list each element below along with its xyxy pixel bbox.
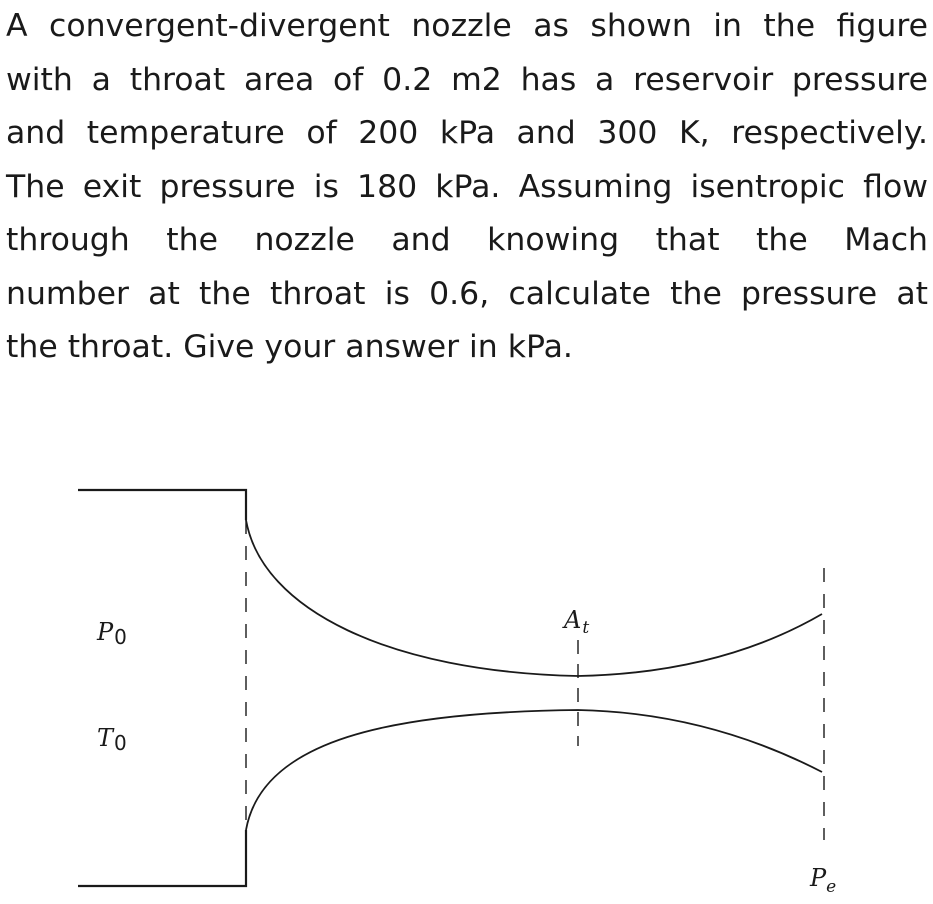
nozzle-lower-contour — [246, 710, 822, 830]
reservoir-bottom-wall — [78, 830, 246, 886]
label-pe-sub: e — [826, 877, 837, 897]
problem-line-2: with a throat area of 0.2 m2 has a reservoir pressure — [6, 61, 928, 98]
problem-line-3: and temperature of 200 kPa and 300 K, respectively. — [6, 115, 928, 151]
label-at-sub: t — [582, 618, 590, 638]
problem-line-1: A convergent-divergent nozzle as shown in the figure — [6, 8, 928, 44]
label-t0 — [97, 724, 127, 755]
label-t0-sub: 0 — [114, 731, 127, 755]
label-at — [562, 606, 589, 638]
label-pe-main: P — [810, 864, 827, 892]
reservoir-top-wall — [78, 490, 246, 520]
label-pe — [809, 864, 836, 897]
label-p0-sub: 0 — [114, 625, 127, 649]
problem-line-7: the throat. Give your answer in kPa. — [6, 329, 573, 365]
label-p0-main: P — [97, 618, 114, 646]
label-at-main: A — [564, 606, 582, 634]
label-p0 — [96, 618, 127, 649]
problem-line-4: The exit pressure is 180 kPa. Assuming isentropic flow — [6, 168, 928, 205]
label-t0-main: T — [97, 724, 114, 752]
problem-line-6: number at the throat is 0.6, calculate the pressure at — [6, 275, 928, 312]
problem-line-5: through the nozzle and knowing that the Mach — [6, 222, 928, 258]
nozzle-upper-contour — [246, 520, 822, 676]
